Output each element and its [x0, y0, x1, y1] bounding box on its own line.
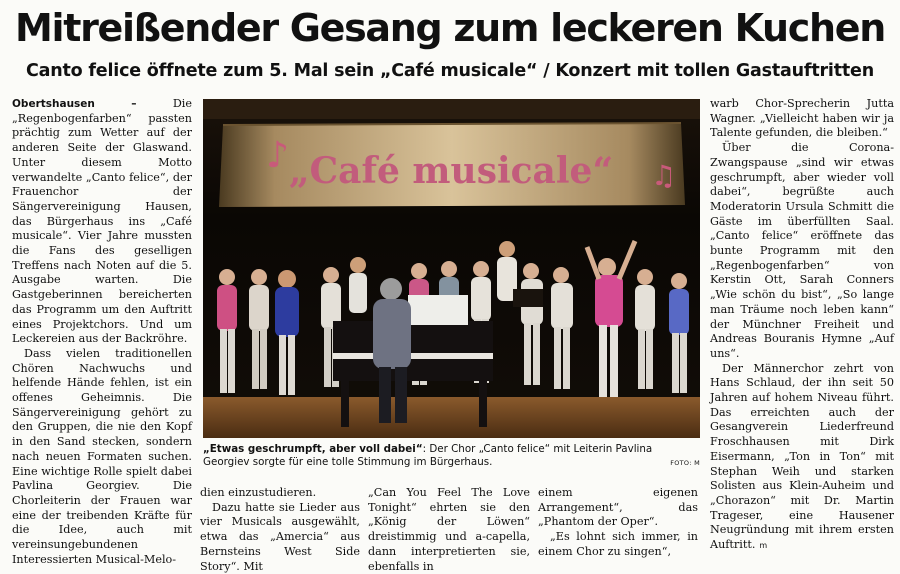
- subheadline: Canto felice öffnete zum 5. Mal sein „Café musicale“ / Konzert mit tollen Gastauftritten: [26, 61, 874, 81]
- dateline: Obertshausen –: [12, 98, 137, 110]
- article-column-1: [12, 97, 192, 568]
- article-column-5: [710, 97, 894, 554]
- paragraph-1-text: Die „Regenbogenfarben“ passten prächtig zum Wetter auf der anderen Seite der Glaswand. Unter diesem Motto verwandelte „Canto felice“, der Frauenchor der Sängervereinigung Hausen, das Bürgerhaus ins „Café musicale“. Vier Jahre mussten die Fans des geselligen Treffens nach Noten auf die 5. Ausgabe warten. Die Gastgeberinnen bereicherten das Programm um den Auftritt eines Projektchors. Und um Leckereien aus der Backröhre.: [12, 97, 192, 346]
- caption-text: : Der Chor „Canto felice“ mit Leiterin Pavlina Georgiev sorgte für eine tolle Stimmung im Bürgerhaus.: [203, 443, 653, 468]
- author-endmark: m: [759, 541, 768, 551]
- paragraph-4: Dazu hatte sie Lieder aus vier Musicals ausgewählt, etwa das „Amercia“ aus Bernsteins West Side Story“. Mit: [200, 500, 360, 573]
- paragraph-3: dien einzustudieren.: [200, 486, 317, 499]
- headline: Mitreißender Gesang zum leckeren Kuchen: [14, 6, 886, 50]
- paragraph-8: warb Chor-Sprecherin Jutta Wagner. „Vielleicht haben wir ja Talente gefunden, die bleiben.“: [710, 97, 894, 140]
- paragraph-7: „Es lohnt sich immer, in einem Chor zu singen“,: [538, 530, 698, 558]
- photo-caption: [203, 443, 700, 469]
- article-column-4: [538, 486, 698, 560]
- svg-text:♪: ♪: [266, 135, 289, 176]
- paragraph-2: Dass vielen traditionellen Chören Nachwuchs und helfende Hände fehlen, ist ein offenes Geheimnis. Die Sängervereinigung gehört zu den Gruppen, die nie den Kopf in den Sand stecken, sondern nach neuen Formaten suchen. Eine wichtige Rolle spielt dabei Pavlina Georgiev. Die Chorleiterin der Frauen war eine der treibenden Kräfte für die Idee, auch mit vereinsungebundenen Interessierten Musical-Melo-: [12, 346, 192, 566]
- article-column-2: [200, 486, 360, 574]
- banner-text: „Café musicale“: [288, 150, 614, 192]
- paragraph-10-text: Der Männerchor zehrt von Hans Schlaud, der ihn seit 50 Jahren auf hohem Niveau führt. Das erreichten auch der Gesangverein Liederfreund Froschhausen mit Dirk Eisermann, „Ton in Ton“ mit Stephan Weih und starken Solisten aus Klein-Auheim und „Chorazon“ mit Dr. Martin Trageser, eine Hausener Neugründung mit ihrem ersten Auftritt.: [710, 361, 894, 552]
- paragraph-10: [710, 362, 894, 554]
- choir-photo: [203, 99, 700, 438]
- photo-credit: FOTO: M: [670, 459, 700, 467]
- svg-text:♫: ♫: [651, 159, 677, 192]
- paragraph-5: „Can You Feel The Love Tonight“ ehrten sie den „König der Löwen“ dreistimmig und a-capella, dann interpretierten sie, ebenfalls in: [368, 486, 530, 573]
- caption-bold: „Etwas geschrumpft, aber voll dabei“: [203, 443, 423, 455]
- paragraph-1: [12, 97, 192, 347]
- article-column-3: [368, 486, 530, 574]
- paragraph-6: einem eigenen Arrangement“, das „Phantom der Oper“.: [538, 486, 698, 529]
- paragraph-9: Über die Corona-Zwangspause „sind wir etwas geschrumpft, aber wieder voll dabei“, begrüßte auch Moderatorin Ursula Schmitt die Gäste im überfüllten Saal. „Canto felice“ eröffnete das bunte Programm mit den „Regenbogenfarben“ von Kerstin Ott, Sarah Conners „Wie schön du bist“, „So lange man Träume noch leben kann“ der Münchner Freiheit und Andreas Bouranis Hymne „Auf uns“.: [710, 141, 894, 360]
